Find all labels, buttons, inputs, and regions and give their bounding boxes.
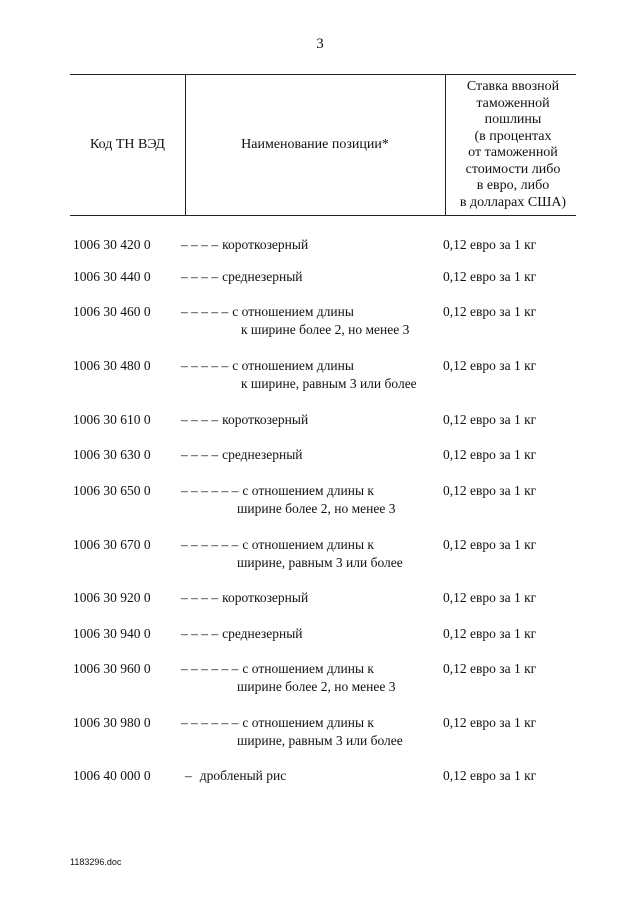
- position-name: [181, 482, 439, 517]
- position-text-continuation: ширине, равным 3 или более: [237, 554, 403, 570]
- table-row: [0, 303, 640, 357]
- position-name: [185, 767, 443, 785]
- page-number: 3: [316, 36, 324, 52]
- position-text-continuation: ширине более 2, но менее 3: [237, 678, 396, 694]
- position-text: среднезерный: [222, 269, 303, 284]
- position-name: [181, 589, 439, 607]
- table-row: [0, 536, 640, 590]
- position-name: [181, 714, 439, 749]
- table-row: [0, 236, 640, 271]
- position-text-continuation: ширине, равным 3 или более: [237, 732, 403, 748]
- duty-rate: 0,12 евро за 1 кг: [443, 304, 537, 319]
- duty-rate: 0,12 евро за 1 кг: [443, 626, 537, 641]
- position-name: [181, 268, 439, 286]
- table-row: [0, 625, 640, 660]
- tnved-code: 1006 30 630 0: [73, 447, 151, 462]
- duty-rate: 0,12 евро за 1 кг: [443, 483, 537, 498]
- position-text: с отношением длины к: [242, 715, 374, 730]
- indent-dashes: – – – – – –: [181, 661, 239, 676]
- position-name: [181, 303, 439, 338]
- tnved-code: 1006 30 610 0: [73, 412, 151, 427]
- position-text: короткозерный: [222, 412, 309, 427]
- indent-dashes: – – – – – –: [181, 537, 239, 552]
- position-name-line: [181, 304, 354, 319]
- indent-dashes: – – – –: [181, 626, 219, 641]
- position-text: с отношением длины: [232, 304, 354, 319]
- tnved-code: 1006 30 980 0: [73, 715, 151, 730]
- duty-rate: 0,12 евро за 1 кг: [443, 590, 537, 605]
- position-text-continuation: к ширине, равным 3 или более: [241, 375, 417, 391]
- header-rate: Ставка ввозной таможенной пошлины (в процентах от таможенной стоимости либо в евро, либо в долларах США): [459, 79, 567, 210]
- table-row: [0, 446, 640, 481]
- table-row: [0, 268, 640, 303]
- table-row: [0, 411, 640, 446]
- tnved-code: 1006 30 460 0: [73, 304, 151, 319]
- position-name: [181, 446, 439, 464]
- table-row: [0, 357, 640, 411]
- position-text: короткозерный: [222, 590, 309, 605]
- duty-rate: 0,12 евро за 1 кг: [443, 661, 537, 676]
- duty-rate: 0,12 евро за 1 кг: [443, 537, 537, 552]
- tnved-code: 1006 30 960 0: [73, 661, 151, 676]
- position-name-line: [185, 768, 286, 783]
- indent-dashes: – – – –: [181, 447, 219, 462]
- position-name: [181, 625, 439, 643]
- position-name-line: [181, 537, 374, 552]
- position-name-line: [181, 269, 303, 284]
- table-row: [0, 714, 640, 768]
- duty-rate: 0,12 евро за 1 кг: [443, 358, 537, 373]
- position-name-line: [181, 590, 308, 605]
- table-row: [0, 767, 640, 802]
- position-name: [181, 536, 439, 571]
- duty-rate: 0,12 евро за 1 кг: [443, 412, 537, 427]
- indent-dashes: – – – – –: [181, 358, 229, 373]
- indent-dashes: – – – – –: [181, 304, 229, 319]
- tnved-code: 1006 30 420 0: [73, 237, 151, 252]
- position-text: с отношением длины: [232, 358, 354, 373]
- indent-dashes: – – – – – –: [181, 483, 239, 498]
- position-name: [181, 236, 439, 254]
- tnved-code: 1006 30 670 0: [73, 537, 151, 552]
- position-name-line: [181, 661, 374, 676]
- position-text: дробленый рис: [199, 768, 287, 783]
- position-text: среднезерный: [222, 626, 303, 641]
- position-text-continuation: ширине более 2, но менее 3: [237, 500, 396, 516]
- indent-dashes: – – – –: [181, 237, 219, 252]
- position-name-line: [181, 715, 374, 730]
- position-text: с отношением длины к: [242, 537, 374, 552]
- table-row: [0, 589, 640, 624]
- position-name-line: [181, 626, 303, 641]
- position-name: [181, 411, 439, 429]
- position-text: с отношением длины к: [242, 483, 374, 498]
- header-name: Наименование позиции*: [241, 136, 389, 152]
- tnved-code: 1006 30 650 0: [73, 483, 151, 498]
- position-text: с отношением длины к: [242, 661, 374, 676]
- tnved-code: 1006 30 440 0: [73, 269, 151, 284]
- indent-dashes: – – – –: [181, 269, 219, 284]
- tnved-code: 1006 30 480 0: [73, 358, 151, 373]
- indent-dashes: – – – – – –: [181, 715, 239, 730]
- duty-rate: 0,12 евро за 1 кг: [443, 237, 537, 252]
- header-code: Код ТН ВЭД: [90, 136, 165, 152]
- tnved-code: 1006 30 940 0: [73, 626, 151, 641]
- indent-dashes: – – – –: [181, 412, 219, 427]
- duty-rate: 0,12 евро за 1 кг: [443, 269, 537, 284]
- position-name: [181, 357, 439, 392]
- indent-dashes: – – – –: [181, 590, 219, 605]
- tnved-code: 1006 40 000 0: [73, 768, 151, 783]
- table-row: [0, 482, 640, 536]
- duty-rate: 0,12 евро за 1 кг: [443, 768, 537, 783]
- tnved-code: 1006 30 920 0: [73, 590, 151, 605]
- position-text-continuation: к ширине более 2, но менее 3: [241, 321, 410, 337]
- table-header: [70, 74, 576, 216]
- duty-rate: 0,12 евро за 1 кг: [443, 447, 537, 462]
- position-name: [181, 660, 439, 695]
- position-name-line: [181, 237, 308, 252]
- position-name-line: [181, 358, 354, 373]
- document-footer: 1183296.doc: [70, 857, 122, 867]
- duty-rate: 0,12 евро за 1 кг: [443, 715, 537, 730]
- position-text: среднезерный: [222, 447, 303, 462]
- table-row: [0, 660, 640, 714]
- position-name-line: [181, 447, 303, 462]
- position-name-line: [181, 483, 374, 498]
- position-name-line: [181, 412, 308, 427]
- position-text: короткозерный: [222, 237, 309, 252]
- indent-dashes: –: [185, 768, 192, 783]
